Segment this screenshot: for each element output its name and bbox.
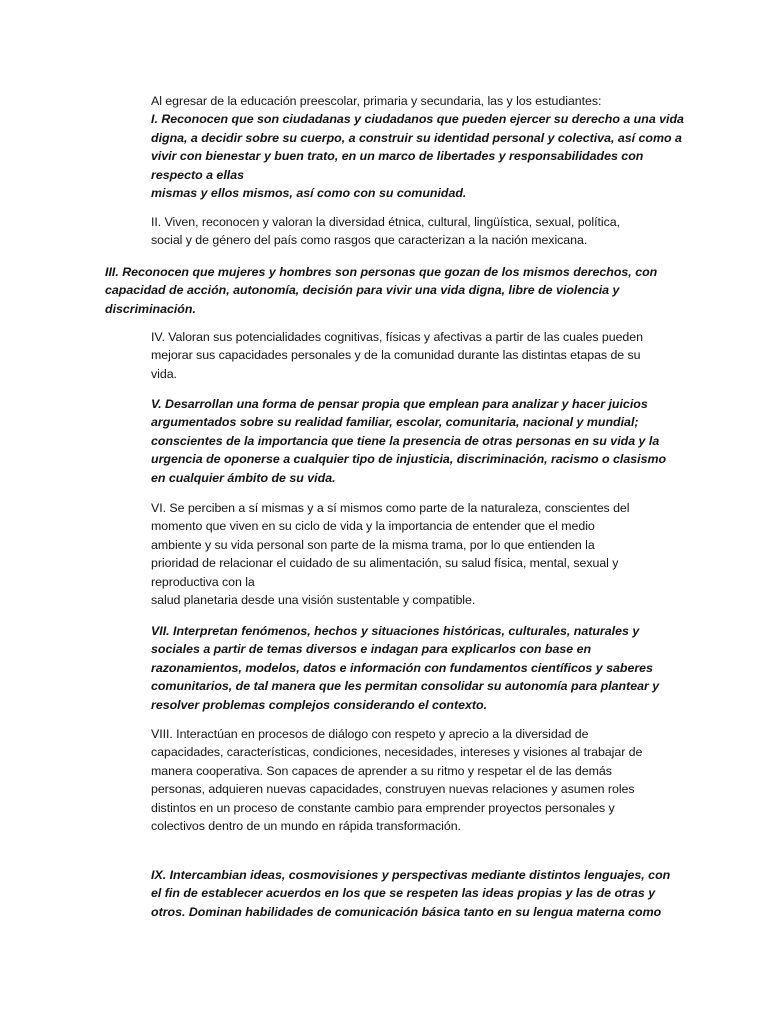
- text-line: reproductiva con la: [151, 574, 255, 589]
- text-line: razonamientos, modelos, datos e información con fundamentos científicos y saberes: [151, 660, 653, 675]
- paragraph-VI: [151, 499, 629, 609]
- text-line: VIII. Interactúan en procesos de diálogo con respeto y aprecio a la diversidad de: [151, 727, 589, 741]
- text-line: urgencia de oponerse a cualquier tipo de injusticia, discriminación, racismo o clasismo: [151, 452, 667, 467]
- text-line: II. Viven, reconocen y valoran la diversidad étnica, cultural, lingüística, sexual, política,: [151, 215, 620, 229]
- text-line: capacidad de acción, autonomía, decisión para vivir una vida digna, libre de violencia y: [105, 283, 620, 298]
- text-line: ambiente y su vida personal son parte de la misma trama, por lo que entienden la: [151, 537, 595, 552]
- text-line: VI. Se perciben a sí mismas y a sí mismos como parte de la naturaleza, conscientes del: [151, 501, 630, 515]
- text-line: I. Reconocen que son ciudadanas y ciudadanos que pueden ejercer su derecho a una vida: [151, 112, 684, 127]
- text-line: sociales a partir de temas diversos e indagan para explicarlos con base en: [151, 642, 592, 657]
- text-line: IV. Valoran sus potencialidades cognitivas, físicas y afectivas a partir de las cuales pueden: [151, 330, 643, 344]
- text-line: vida.: [151, 366, 177, 381]
- text-line: respecto a ellas: [151, 167, 244, 182]
- text-line: momento que viven en su ciclo de vida y la importancia de entender que el medio: [151, 519, 595, 534]
- text-line: mismas y ellos mismos, así como con su comunidad.: [151, 186, 467, 201]
- text-line: personas, adquieren nuevas capacidades, construyen nuevas relaciones y asumen roles: [151, 782, 635, 797]
- paragraph-VIII: [151, 725, 642, 835]
- text-line: colectivos dentro de un mundo en rápida transformación.: [151, 819, 461, 834]
- paragraph-intro-and-I: [151, 92, 684, 202]
- text-line: digna, a decidir sobre su cuerpo, a construir su identidad personal y colectiva, así como a: [151, 130, 682, 145]
- paragraph-IV: [151, 328, 643, 383]
- paragraph-III: [105, 263, 657, 318]
- paragraph-V: [151, 395, 666, 487]
- text-line: III. Reconocen que mujeres y hombres son personas que gozan de los mismos derechos, con: [105, 265, 658, 279]
- paragraph-VII: [151, 622, 659, 714]
- text-line: manera cooperativa. Son capaces de aprender a su ritmo y respetar el de las demás: [151, 763, 612, 778]
- paragraph-II: [151, 213, 620, 250]
- text-line: en cualquier ámbito de su vida.: [151, 470, 336, 485]
- text-line: resolver problemas complejos considerando el contexto.: [151, 697, 488, 712]
- paragraph-IX: [151, 866, 670, 921]
- text-line: comunitarios, de tal manera que les permitan consolidar su autonomía para plantear y: [151, 679, 660, 694]
- text-line: el fin de establecer acuerdos en los que se respeten las ideas propias y las de otras y: [151, 886, 656, 901]
- text-line: conscientes de la importancia que tiene la presencia de otras personas en su vida y la: [151, 433, 660, 448]
- text-line: social y de género del país como rasgos que caracterizan a la nación mexicana.: [151, 233, 588, 248]
- text-line: salud planetaria desde una visión sustentable y compatible.: [151, 593, 476, 608]
- text-line: VII. Interpretan fenómenos, hechos y situaciones históricas, culturales, naturales y: [151, 624, 640, 638]
- text-line: IX. Intercambian ideas, cosmovisiones y perspectivas mediante distintos lenguajes, con: [151, 868, 671, 882]
- text-line: capacidades, características, condiciones, necesidades, intereses y visiones al trabajar de: [151, 745, 643, 760]
- text-line: otros. Dominan habilidades de comunicación básica tanto en su lengua materna como: [151, 904, 662, 919]
- text-line: distintos en un proceso de constante cambio para emprender proyectos personales y: [151, 800, 615, 815]
- text-line: V. Desarrollan una forma de pensar propia que emplean para analizar y hacer juicios: [151, 397, 648, 411]
- text-line: mejorar sus capacidades personales y de la comunidad durante las distintas etapas de su: [151, 348, 641, 363]
- text-line: Al egresar de la educación preescolar, primaria y secundaria, las y los estudiantes:: [151, 94, 602, 108]
- text-line: prioridad de relacionar el cuidado de su alimentación, su salud física, mental, sexual y: [151, 556, 619, 571]
- text-line: argumentados sobre su realidad familiar, escolar, comunitaria, nacional y mundial;: [151, 415, 639, 430]
- text-line: vivir con bienestar y buen trato, en un marco de libertades y responsabilidades con: [151, 149, 644, 164]
- text-line: discriminación.: [105, 301, 196, 316]
